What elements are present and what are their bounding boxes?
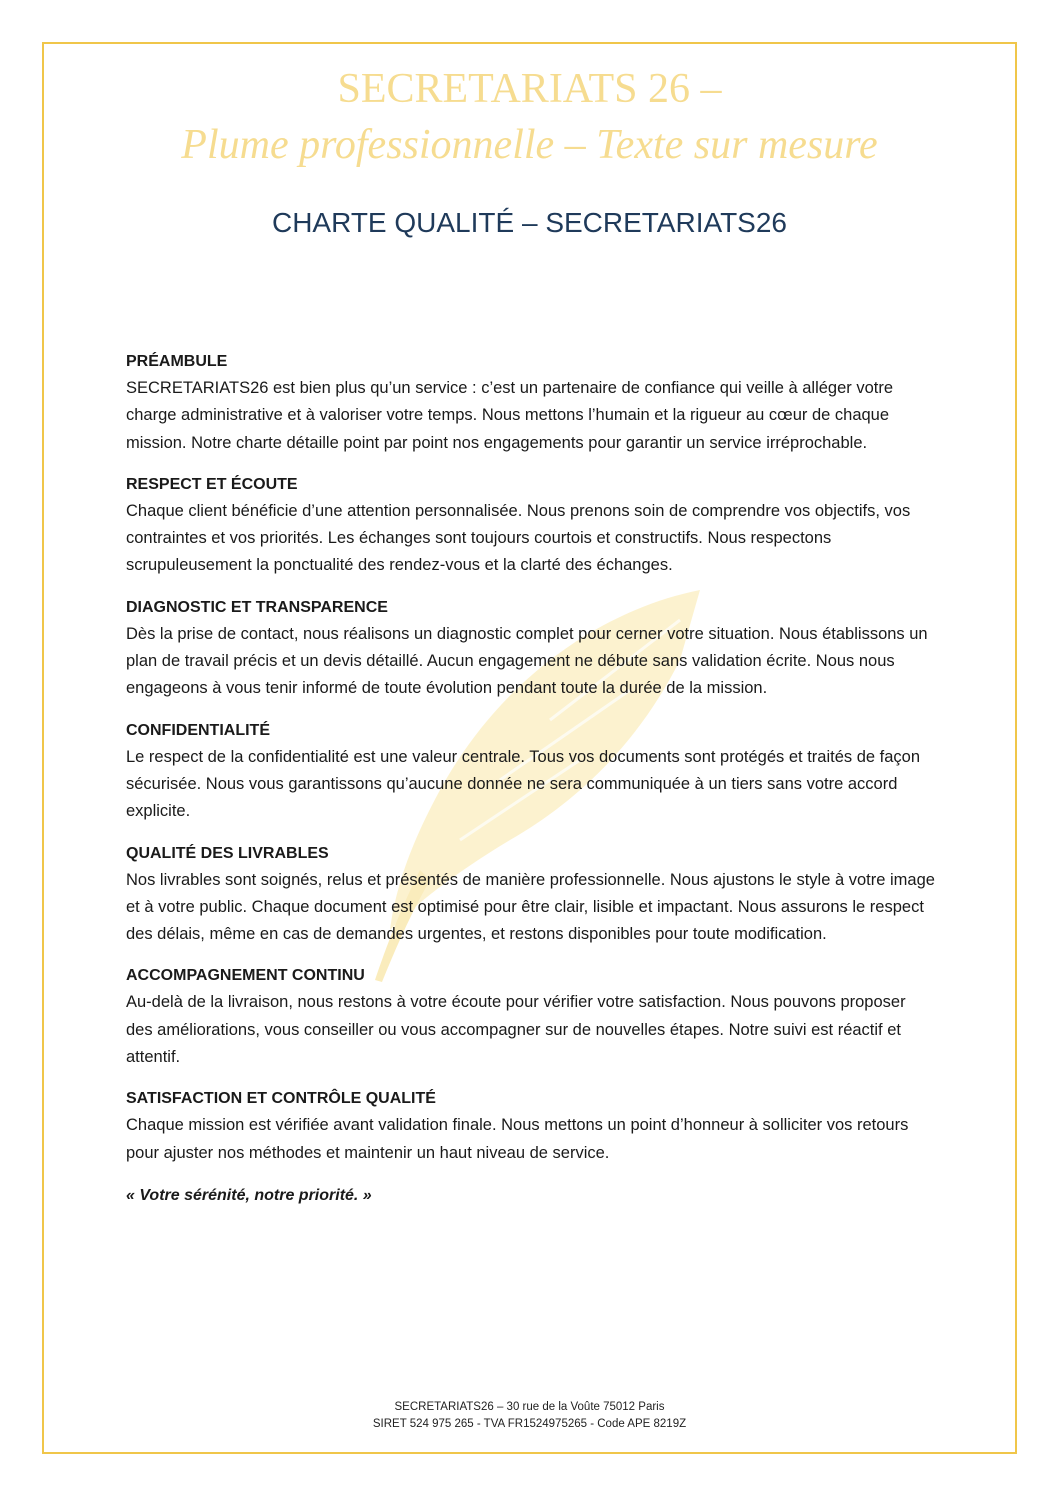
section-accompagnement-continu [126,962,936,1071]
section-body: Au-delà de la livraison, nous restons à votre écoute pour vérifier votre satisfaction. Nous pouvons proposer des améliorations, vous conseiller ou vous accompagner sur de nouvelles étapes. Notre suivi est réactif et attentif. [126,993,906,1067]
footer-address: SECRETARIATS26 – 30 rue de la Voûte 75012 Paris [394,1401,665,1413]
section-heading: CONFIDENTIALITÉ [126,721,270,739]
brand-subtitle: Plume professionnelle – Texte sur mesure [181,122,878,168]
footer [0,1399,1059,1433]
section-body: Chaque mission est vérifiée avant validation finale. Nous mettons un point d’honneur à solliciter vos retours pour ajuster nos méthodes et maintenir un haut niveau de service. [126,1116,909,1162]
section-heading: ACCOMPAGNEMENT CONTINU [126,967,365,985]
section-heading: RESPECT ET ÉCOUTE [126,475,298,493]
section-preambule [126,348,936,457]
section-respect-ecoute [126,471,936,580]
section-satisfaction-controle [126,1085,936,1167]
charter-content [126,348,936,1209]
document-title: CHARTE QUALITÉ – SECRETARIATS26 [271,207,788,238]
section-body: Dès la prise de contact, nous réalisons un diagnostic complet pour cerner votre situation. Nous établissons un plan de travail précis et un devis détaillé. Aucun engagement ne débute sans validation écrite. Nous nous engageons à vous tenir informé de toute évolution pendant toute la durée de la mission. [126,624,928,698]
section-heading: SATISFACTION ET CONTRÔLE QUALITÉ [126,1090,436,1108]
footer-legal: SIRET 524 975 265 - TVA FR1524975265 - Code APE 8219Z [372,1418,687,1430]
section-heading: QUALITÉ DES LIVRABLES [126,844,329,862]
section-body: SECRETARIATS26 est bien plus qu’un service : c’est un partenaire de confiance qui veille à alléger votre charge administrative et à valoriser votre temps. Nous mettons l’humain et la rigueur au cœur de chaque mission. Notre charte détaille point par point nos engagements pour garantir un service irréprochable. [126,379,894,452]
section-confidentialite [126,717,936,826]
section-qualite-livrables [126,840,936,949]
section-body: Chaque client bénéficie d’une attention personnalisée. Nous prenons soin de comprendre vos objectifs, vos contraintes et vos priorités. Les échanges sont toujours courtois et constructifs. Nous respectons scrupuleusement la ponctualité des rendez-vous et la clarté des échanges. [126,501,911,575]
brand-title: SECRETARIATS 26 – [337,66,722,112]
section-body: Nos livrables sont soignés, relus et présentés de manière professionnelle. Nous ajustons le style à votre image et à votre public. Chaque document est optimisé pour être clair, lisible et impactant. Nous assurons le respect des délais, même en cas de demandes urgentes, et restons disponibles pour toute modification. [126,870,935,944]
section-heading: DIAGNOSTIC ET TRANSPARENCE [126,598,388,616]
motto: « Votre sérénité, notre priorité. » [126,1186,372,1204]
section-diagnostic-transparence [126,594,936,703]
section-heading: PRÉAMBULE [126,353,228,370]
section-body: Le respect de la confidentialité est une valeur centrale. Tous vos documents sont protégés et traités de façon sécurisée. Nous vous garantissons qu’aucune donnée ne sera communiquée à un tiers sans votre accord explicite. [126,747,921,821]
